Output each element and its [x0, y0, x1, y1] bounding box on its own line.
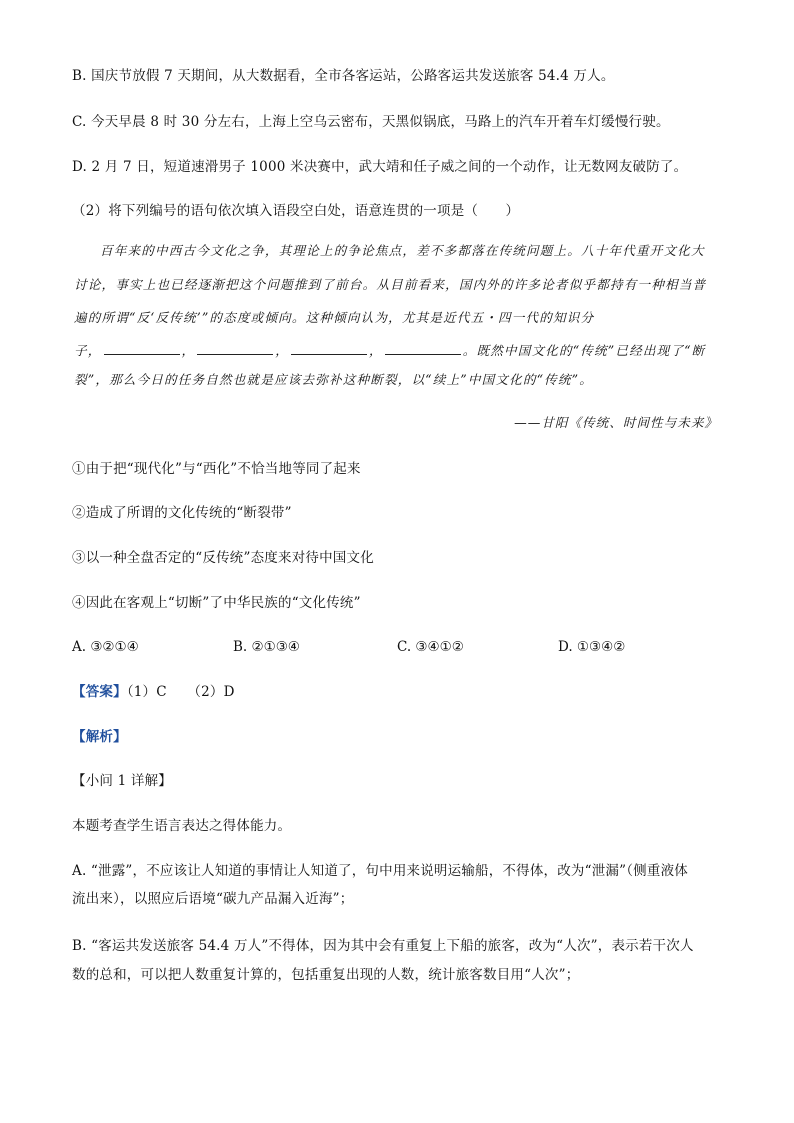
choice-b: B. ②①③④ — [233, 639, 300, 655]
analysis-a-line-2: 流出来），以照应后语境“碳九产品漏入近海”； — [72, 891, 354, 907]
option-c-text: C. 今天早晨 8 时 30 分左右，上海上空乌云密布，天黑似锅底，马路上的汽车开着车灯缓慢行驶。 — [72, 114, 670, 130]
analysis-label: 【解析】 — [72, 729, 127, 745]
passage-line-4 — [74, 341, 705, 361]
blank-4 — [385, 342, 461, 355]
blank-1 — [104, 342, 180, 355]
sentence-3: ③以一种全盘否定的“反传统”态度来对待中国文化 — [72, 550, 374, 566]
sentence-1: ①由于把“现代化”与“西化”不恰当地等同了起来 — [72, 461, 361, 477]
sentence-4: ④因此在客观上“切断”了中华民族的“文化传统” — [72, 595, 361, 611]
blank-3 — [291, 342, 367, 355]
passage-line-4-start: 子， — [74, 343, 102, 358]
passage-line-4-end: 。既然中国文化的“传统”已经出现了“断 — [462, 343, 706, 358]
sub-question-1-title: 【小问 1 详解】 — [72, 773, 172, 789]
passage-line-2: 讨论，事实上也已经逐渐把这个问题推到了前台。从目前看来，国内外的许多论者似乎都持有一种相当普 — [74, 277, 707, 292]
analysis-a-line-1: A. “泄露”，不应该让人知道的事情让人知道了，句中用来说明运输船，不得体，改为“泄漏”（侧重液体 — [72, 863, 688, 879]
blank-separator: ， — [181, 343, 196, 358]
question-2-stem: （2）将下列编号的语句依次填入语段空白处，语意连贯的一项是（ ） — [72, 203, 520, 219]
answer-line — [72, 682, 235, 702]
choice-d: D. ①③④② — [558, 639, 626, 655]
passage-line-3: 遍的所谓“反‘反传统’”的态度或倾向。这种倾向认为，尤其是近代五・四一代的知识分 — [74, 310, 595, 325]
choice-a: A. ③②①④ — [72, 639, 139, 655]
answer-label: 【答案】 — [72, 684, 127, 700]
blank-separator: ， — [275, 343, 289, 358]
passage-source: ——甘阳《传统、时间性与未来》 — [514, 415, 718, 430]
analysis-intro: 本题考查学生语言表达之得体能力。 — [72, 818, 292, 834]
choice-c: C. ③④①② — [397, 639, 464, 655]
blank-2 — [197, 342, 273, 355]
analysis-b-line-1: B. “客运共发送旅客 54.4 万人”不得体，因为其中会有重复上下船的旅客，改为“人次”，表示若干次人 — [72, 938, 694, 954]
answer-text: （1）C （2）D — [126, 684, 235, 700]
passage-line-1: 百年来的中西古今文化之争，其理论上的争论焦点，差不多都落在传统问题上。八十年代重开文化大 — [100, 243, 705, 258]
blank-separator: ， — [369, 343, 383, 358]
sentence-2: ②造成了所谓的文化传统的“断裂带” — [72, 505, 292, 521]
analysis-b-line-2: 数的总和，可以把人数重复计算的，包括重复出现的人数，统计旅客数目用“人次”； — [72, 967, 580, 983]
option-d-text: D. 2 月 7 日，短道速滑男子 1000 米决赛中，武大靖和任子威之间的一个动作，让无数网友破防了。 — [72, 159, 688, 175]
option-b-text: B. 国庆节放假 7 天期间，从大数据看，全市各客运站，公路客运共发送旅客 54.4 万人。 — [72, 68, 615, 84]
passage-line-5: 裂”，那么今日的任务自然也就是应该去弥补这种断裂，以“续上”中国文化的“传统”。 — [74, 372, 593, 387]
